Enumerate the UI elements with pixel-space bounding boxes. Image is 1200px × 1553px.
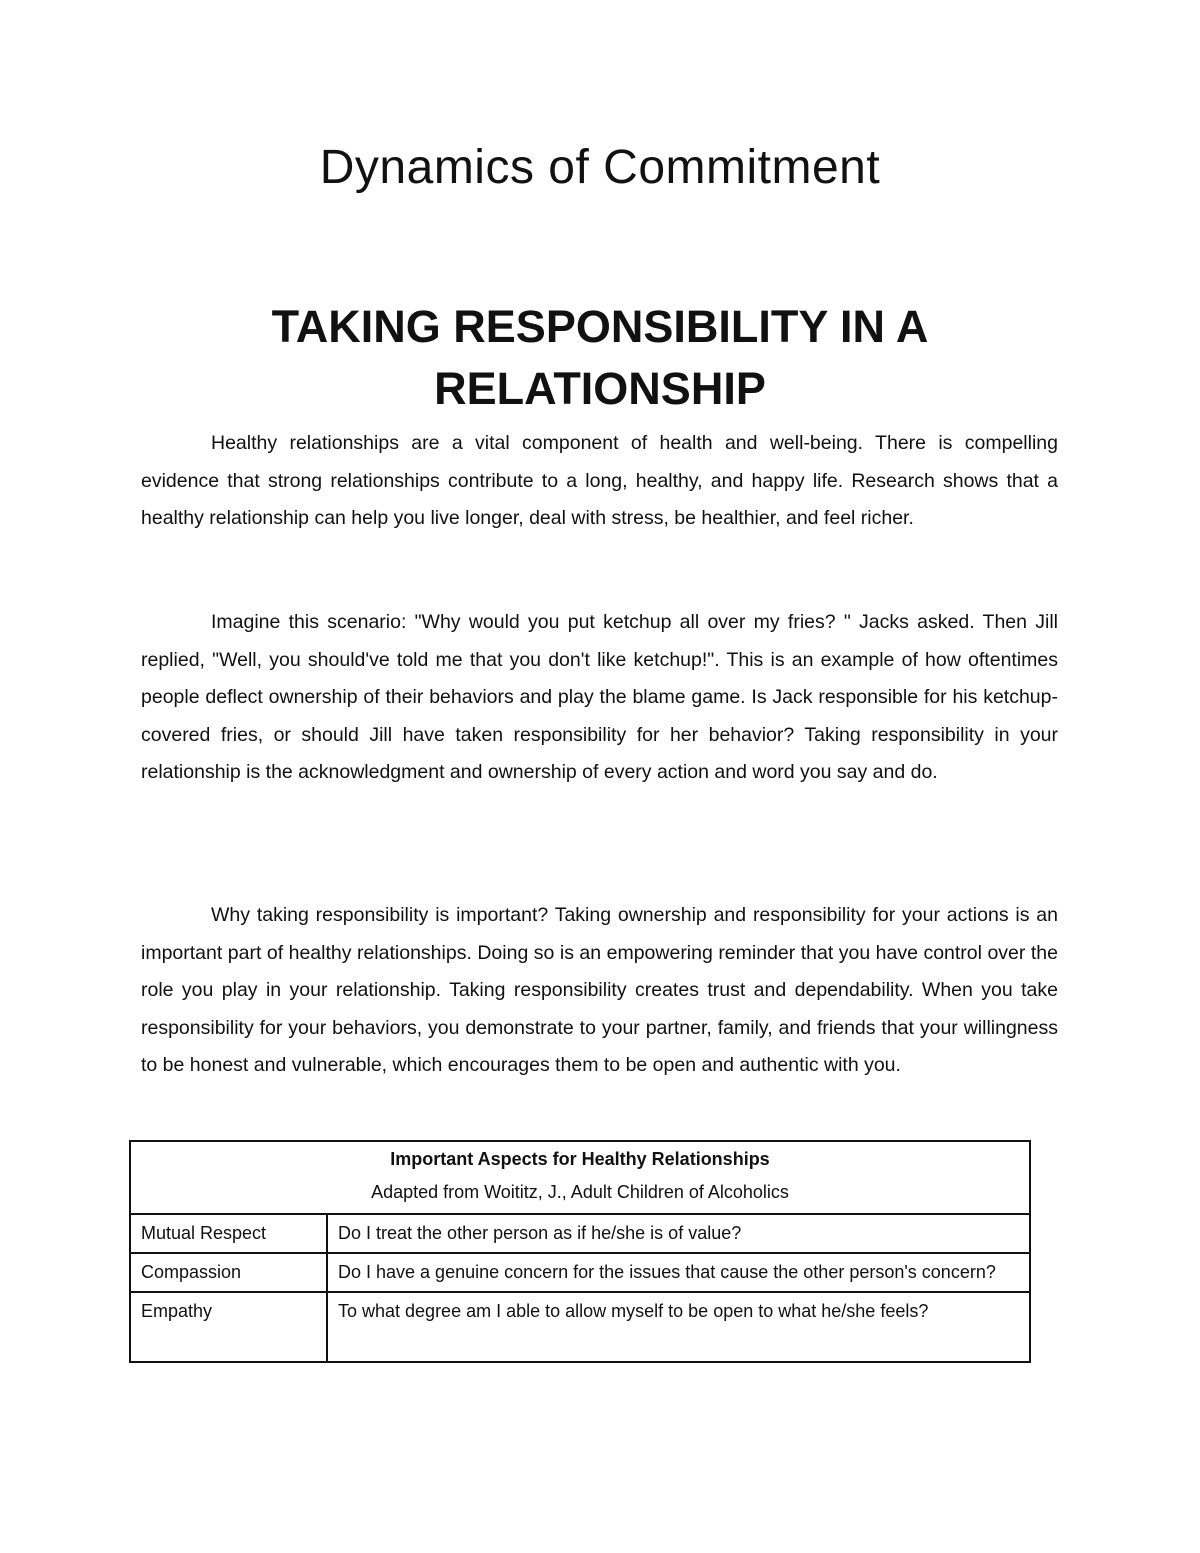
aspect-cell: Compassion xyxy=(130,1253,327,1292)
paragraph-intro: Healthy relationships are a vital component of health and well-being. There is compelling evidence that strong relationships contribute to a long, healthy, and happy life. Research shows that a healthy relationship can help you live longer, deal with stress, be healthier, and feel richer. xyxy=(141,432,1058,529)
aspect-cell: Empathy xyxy=(130,1292,327,1362)
table-header-cell xyxy=(130,1141,1030,1214)
table-header-row xyxy=(130,1141,1030,1214)
paragraph-scenario: Imagine this scenario: "Why would you put ketchup all over my fries? " Jacks asked. Then Jill replied, "Well, you should've told me that you don't like ketchup!". This is an example of how oftentimes people deflect ownership of their behaviors and play the blame game. Is Jack responsible for his ketchup-covered fries, or should Jill have taken responsibility for her behavior? Taking responsibility in your relationship is the acknowledgment and ownership of every action and word you say and do. xyxy=(141,611,1058,783)
paragraph-importance: Why taking responsibility is important? Taking ownership and responsibility for your actions is an important part of healthy relationships. Doing so is an empowering reminder that you have control over the role you play in your relationship. Taking responsibility creates trust and dependability. When you take responsibility for your behaviors, you demonstrate to your partner, family, and friends that your willingness to be honest and vulnerable, which encourages them to be open and authentic with you. xyxy=(141,904,1058,1076)
question-cell: Do I have a genuine concern for the issues that cause the other person's concern? xyxy=(327,1253,1030,1292)
question-cell: To what degree am I able to allow myself to be open to what he/she feels? xyxy=(327,1292,1030,1362)
question-cell: Do I treat the other person as if he/she is of value? xyxy=(327,1214,1030,1253)
section-title: TAKING RESPONSIBILITY IN A RELATIONSHIP xyxy=(271,301,929,414)
document-title: Dynamics of Commitment xyxy=(319,141,881,194)
table-row xyxy=(130,1214,1030,1253)
table-title: Important Aspects for Healthy Relationships xyxy=(390,1149,770,1169)
aspects-table xyxy=(129,1140,1031,1363)
aspect-cell: Mutual Respect xyxy=(130,1214,327,1253)
table-row xyxy=(130,1253,1030,1292)
table-subtitle: Adapted from Woititz, J., Adult Children of Alcoholics xyxy=(371,1182,789,1202)
table-row xyxy=(130,1292,1030,1362)
